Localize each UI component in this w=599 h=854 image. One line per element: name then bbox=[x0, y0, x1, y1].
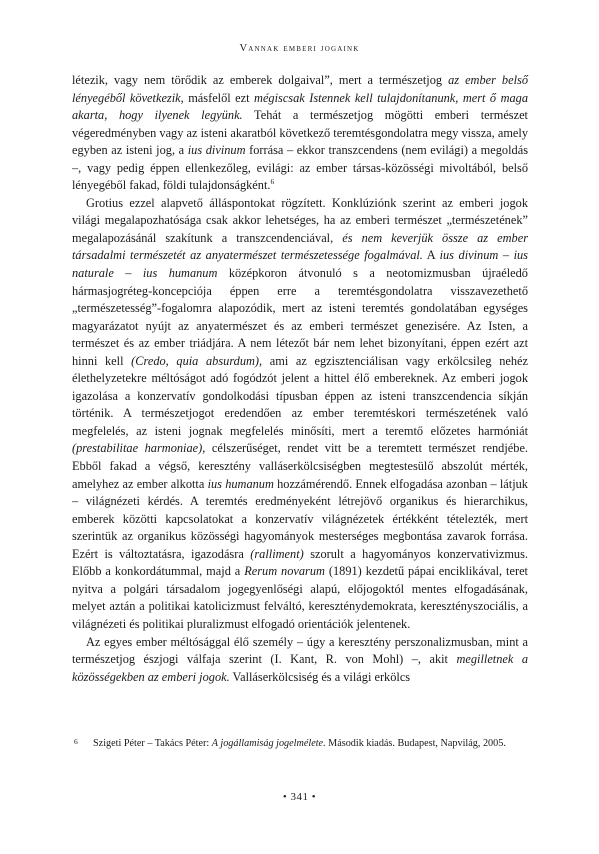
page-number: • 341 • bbox=[282, 791, 317, 803]
italic-text: és nem keverjük össze az ember társadalmi természetét az anyatermészet természetessége fogalmával. bbox=[72, 230, 528, 263]
text-run: Szigeti Péter – Takács Péter: bbox=[93, 738, 212, 749]
text-run: Grotius ezzel alapvető álláspontokat rögzített. Konklúziónk szerint az emberi jogok világi megalapozhatósága csak akkor lehetséges, ha az emberi természet „természetének” megalapozásánál szakítunk a transzcendenciával, bbox=[72, 195, 528, 245]
italic-text: (prestabilitae harmoniae), bbox=[72, 441, 206, 456]
text-run: (1891) kezdetű pápai enciklikával, teret nyitva a polgári társadalom jogegyenlőségi alapú, előjogoktól mentes elfogadásának, melyet aztán a politikai katolicizmust felváltó, kereszténydemokrata, keresztényszociális, a világnézeti és politikai pluralizmust elfogadó orientációk jelentenek. bbox=[72, 564, 528, 631]
italic-text: (Credo, quia absurdum), bbox=[131, 353, 263, 368]
italic-text: (ralliment) bbox=[250, 546, 304, 561]
text-run: forrása – ekkor transzcendens (nem evilági) a megoldás –, vagy pedig éppen ellenkezőleg, evilági: az ember társas-közösségi mivoltából, belső lényegéből fakad, földi tulajdonságként. bbox=[72, 143, 528, 193]
text-run: Valláserkölcsiség és a világi erkölcs bbox=[229, 669, 411, 684]
italic-text: ius humanum bbox=[207, 476, 274, 491]
text-run: célszerűséget, rendet vitt be a teremtett természet rendjébe. Ebből fakad a végső, keresztény valláserkölcsiségben megtestesülő abszolút mérték, amelyhez az ember alkotta bbox=[72, 441, 529, 491]
footnote-ref: 6 bbox=[270, 177, 275, 187]
text-run: középkoron átvonuló s a neotomizmusban újraéledő hármasjogréteg-koncepciója éppen erre a teremtésgondolatra visszavezethető „természetesség”-fogalomra alapozódik, mert az isteni teremtés gondolatában egységes magyarázatot nyújt az anyatermészet és az emberi természet genezisére. Az Isten, a természet és az ember triádjára. A nem létezőt bár nem lehet bizonyítani, éppen ezért azt hinni kell bbox=[72, 266, 528, 368]
italic-text: mégiscsak Istennek kell tulajdonítanunk, mert ő maga akarta, hogy ilyenek legyünk. bbox=[72, 90, 528, 123]
paragraph bbox=[72, 72, 528, 195]
footnote bbox=[72, 737, 528, 752]
text-run: létezik, vagy nem törődik az emberek dolgaival”, mert a természetjog bbox=[72, 73, 449, 87]
italic-text: ius divinum bbox=[187, 143, 246, 158]
paragraph bbox=[72, 195, 528, 634]
main-text bbox=[72, 72, 528, 686]
footnote-text bbox=[93, 738, 506, 749]
text-run: másfelől ezt bbox=[183, 90, 255, 105]
text-run: szorult a hagyományos konzervativizmus. Előbb a konkordátummal, majd a bbox=[72, 546, 528, 579]
paragraph bbox=[72, 634, 528, 687]
italic-text: az ember belső lényegéből következik, bbox=[72, 73, 528, 105]
text-run: Második kiadás. Budapest, Napvilág, 2005. bbox=[325, 738, 506, 749]
italic-text: ius divinum – ius naturale – ius humanum bbox=[72, 248, 528, 281]
text-run: Tehát a természetjog mögötti emberi természet végeredményben vagy az isteni akaratból következő teremtésgondolatra megy vissza, amely egyben az isteni jog, a bbox=[72, 108, 528, 158]
italic-text: Rerum novarum bbox=[244, 564, 325, 579]
italic-text: A jogállamiság jogelmélete. bbox=[211, 738, 326, 749]
running-head: Vannak emberi jogaink bbox=[239, 43, 360, 54]
footnote-number: 6 bbox=[74, 737, 78, 746]
text-run: ami az egzisztenciálisan vagy erkölcsileg nehéz élethelyzetekre méltóságot adó fogódzót jelent a hittel élő embereknek. Az emberi jogok igazolása a konzervatív gondolkodási típusban éppen az isteni transzcendencia síkján történik. A természetjogot eredendően az ember teremtéskori természetének való megfelelés, az isteni jognak megfelelés minősíti, mert a teremtő előzetes harmóniát bbox=[72, 353, 528, 438]
text-run: hozzámérendő. Ennek elfogadása azonban – látjuk – világnézeti kérdés. A teremtés eredményeként létrejövő organikus és hierarchikus, emberek közötti kapcsolatokat a konzervatív világnézetek értékként tételezték, mert szerintük az organikus közösségi hagyományok mesterséges megbontása zavarok forrása. Ezért is változtatásra, igazodásra bbox=[72, 476, 528, 561]
italic-text: megilletnek a közösségekben az emberi jogok. bbox=[72, 652, 528, 684]
footnotes bbox=[72, 737, 528, 752]
text-run: A bbox=[422, 248, 440, 263]
text-run: Az egyes ember méltósággal élő személy – úgy a keresztény perszonalizmusban, mint a természetjog észjogi válfaja szerint (I. Kant, R. von Mohl) –, akit bbox=[72, 634, 528, 667]
